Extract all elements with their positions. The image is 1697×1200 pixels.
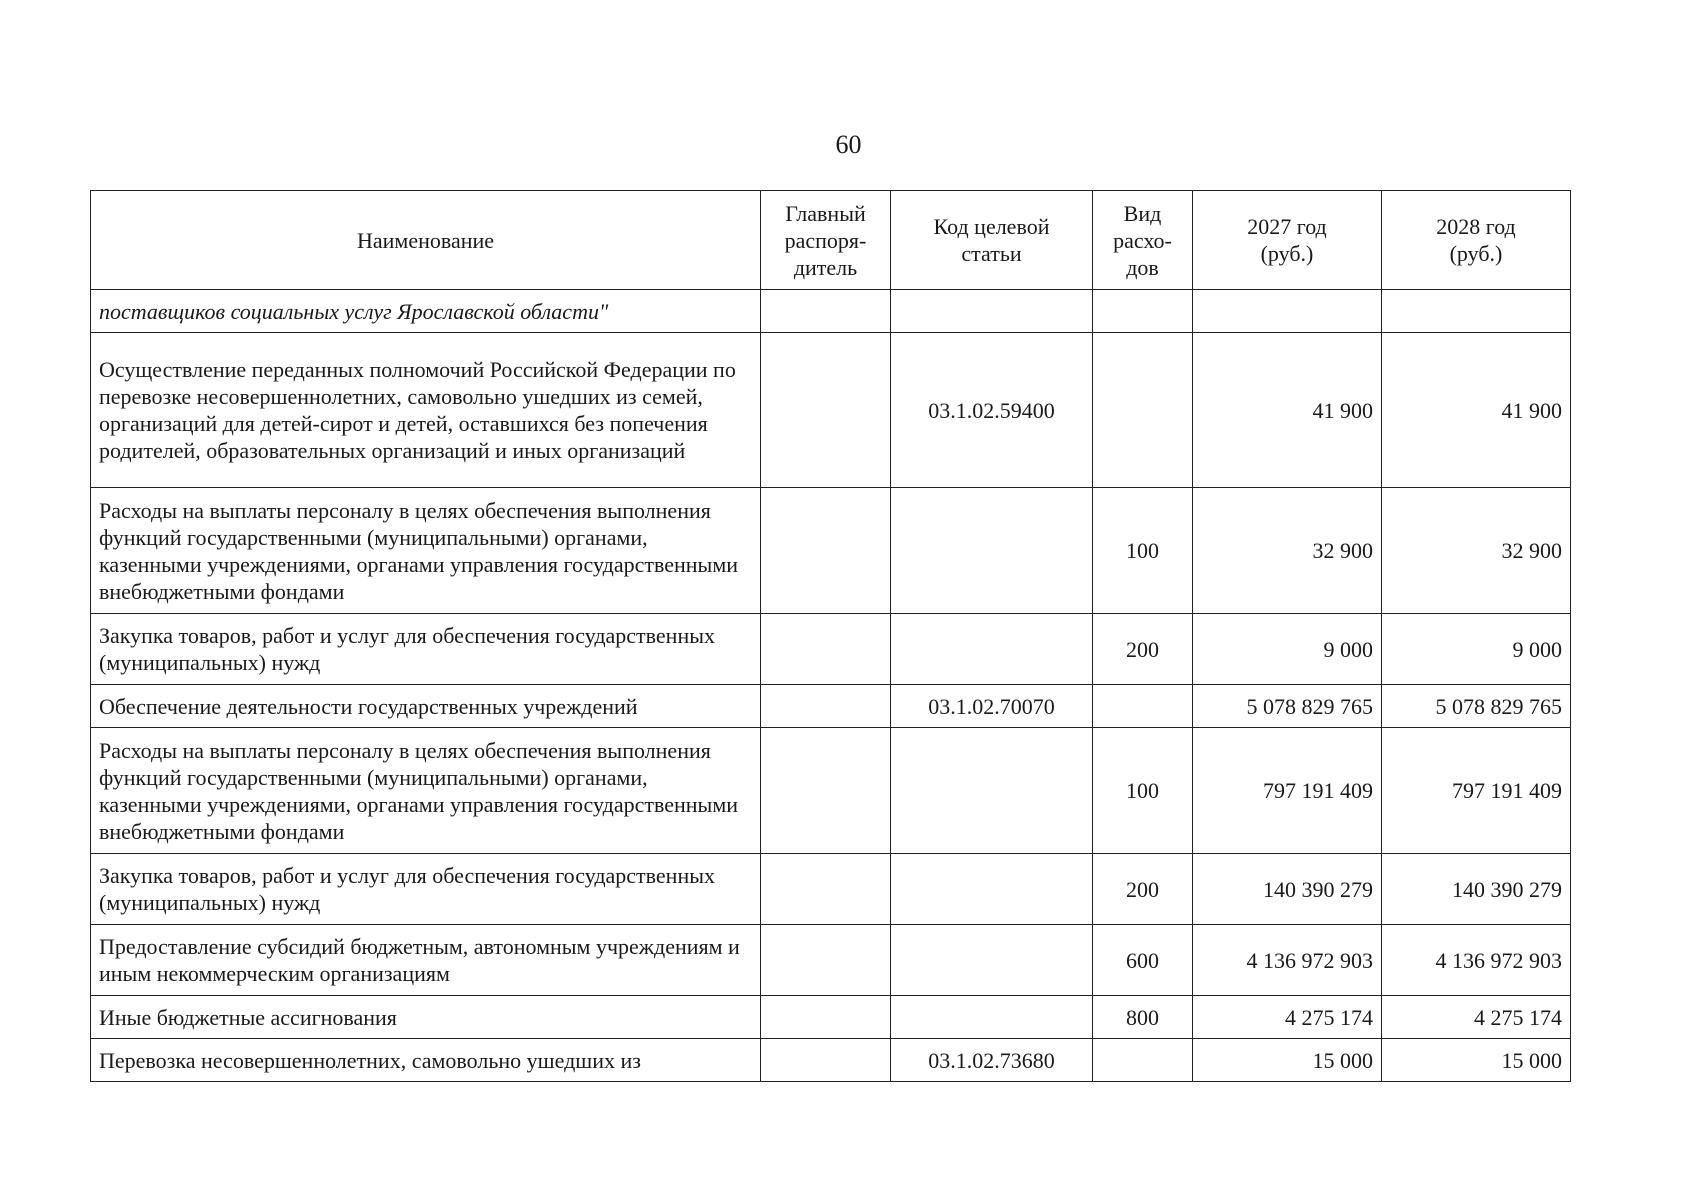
cell-2028: 41 900 [1382, 333, 1571, 488]
page-number: 60 [835, 130, 862, 159]
cell-code [891, 488, 1093, 614]
cell-2028: 140 390 279 [1382, 854, 1571, 925]
table-header-row [91, 191, 1571, 290]
table-row [91, 728, 1571, 854]
table-row [91, 290, 1571, 333]
budget-table [90, 190, 1571, 1082]
cell-expense-type: 800 [1093, 996, 1193, 1039]
cell-code [891, 854, 1093, 925]
cell-2027: 41 900 [1193, 333, 1382, 488]
cell-expense-type [1093, 1039, 1193, 1082]
header-manager: Главный распоря- дитель [761, 191, 891, 290]
cell-expense-type [1093, 333, 1193, 488]
cell-manager [761, 290, 891, 333]
cell-name: Обеспечение деятельности государственных учреждений [91, 685, 761, 728]
cell-manager [761, 488, 891, 614]
cell-2028: 797 191 409 [1382, 728, 1571, 854]
cell-expense-type: 200 [1093, 614, 1193, 685]
cell-2028: 9 000 [1382, 614, 1571, 685]
header-year-2028: 2028 год (руб.) [1382, 191, 1571, 290]
cell-name: Предоставление субсидий бюджетным, автономным учреждениям и иным некоммерческим организациям [91, 925, 761, 996]
header-year-2027: 2027 год (руб.) [1193, 191, 1382, 290]
cell-2028: 15 000 [1382, 1039, 1571, 1082]
cell-expense-type [1093, 685, 1193, 728]
cell-2028: 32 900 [1382, 488, 1571, 614]
cell-name: Закупка товаров, работ и услуг для обеспечения государственных (муниципальных) нужд [91, 614, 761, 685]
table-row [91, 1039, 1571, 1082]
cell-2028: 5 078 829 765 [1382, 685, 1571, 728]
cell-2027: 140 390 279 [1193, 854, 1382, 925]
header-expense-type: Вид расхо- дов [1093, 191, 1193, 290]
cell-code [891, 728, 1093, 854]
cell-expense-type: 100 [1093, 728, 1193, 854]
cell-2027: 4 136 972 903 [1193, 925, 1382, 996]
cell-manager [761, 728, 891, 854]
table-row [91, 854, 1571, 925]
cell-name: Расходы на выплаты персоналу в целях обеспечения выполнения функций государственными (муниципальными) органами, казенными учреждениями, органами управления государственными внебюджетными фондами [91, 488, 761, 614]
table-row [91, 925, 1571, 996]
cell-manager [761, 333, 891, 488]
cell-expense-type: 600 [1093, 925, 1193, 996]
cell-code [891, 290, 1093, 333]
header-code: Код целевой статьи [891, 191, 1093, 290]
table-row [91, 333, 1571, 488]
cell-code: 03.1.02.73680 [891, 1039, 1093, 1082]
cell-name: Закупка товаров, работ и услуг для обеспечения государственных (муниципальных) нужд [91, 854, 761, 925]
table-row [91, 996, 1571, 1039]
cell-name: Иные бюджетные ассигнования [91, 996, 761, 1039]
cell-2028 [1382, 290, 1571, 333]
cell-2027: 9 000 [1193, 614, 1382, 685]
cell-expense-type: 200 [1093, 854, 1193, 925]
cell-2027 [1193, 290, 1382, 333]
cell-manager [761, 614, 891, 685]
cell-2027: 15 000 [1193, 1039, 1382, 1082]
table-row [91, 685, 1571, 728]
cell-code [891, 614, 1093, 685]
cell-manager [761, 854, 891, 925]
cell-code [891, 996, 1093, 1039]
cell-manager [761, 1039, 891, 1082]
cell-manager [761, 925, 891, 996]
cell-name: Осуществление переданных полномочий Российской Федерации по перевозке несовершеннолетних, самовольно ушедших из семей, организаций для детей-сирот и детей, оставшихся без попечения родителей, образовательных организаций и иных организаций [91, 333, 761, 488]
cell-code [891, 925, 1093, 996]
cell-2028: 4 275 174 [1382, 996, 1571, 1039]
cell-2027: 4 275 174 [1193, 996, 1382, 1039]
cell-expense-type [1093, 290, 1193, 333]
cell-2027: 5 078 829 765 [1193, 685, 1382, 728]
cell-manager [761, 685, 891, 728]
table-row [91, 614, 1571, 685]
cell-name: Расходы на выплаты персоналу в целях обеспечения выполнения функций государственными (муниципальными) органами, казенными учреждениями, органами управления государственными внебюджетными фондами [91, 728, 761, 854]
cell-name: Перевозка несовершеннолетних, самовольно ушедших из [91, 1039, 761, 1082]
cell-code: 03.1.02.59400 [891, 333, 1093, 488]
cell-name: поставщиков социальных услуг Ярославской области" [91, 290, 761, 333]
table-row [91, 488, 1571, 614]
cell-manager [761, 996, 891, 1039]
header-name: Наименование [91, 191, 761, 290]
cell-2027: 32 900 [1193, 488, 1382, 614]
cell-code: 03.1.02.70070 [891, 685, 1093, 728]
cell-2028: 4 136 972 903 [1382, 925, 1571, 996]
cell-2027: 797 191 409 [1193, 728, 1382, 854]
cell-expense-type: 100 [1093, 488, 1193, 614]
